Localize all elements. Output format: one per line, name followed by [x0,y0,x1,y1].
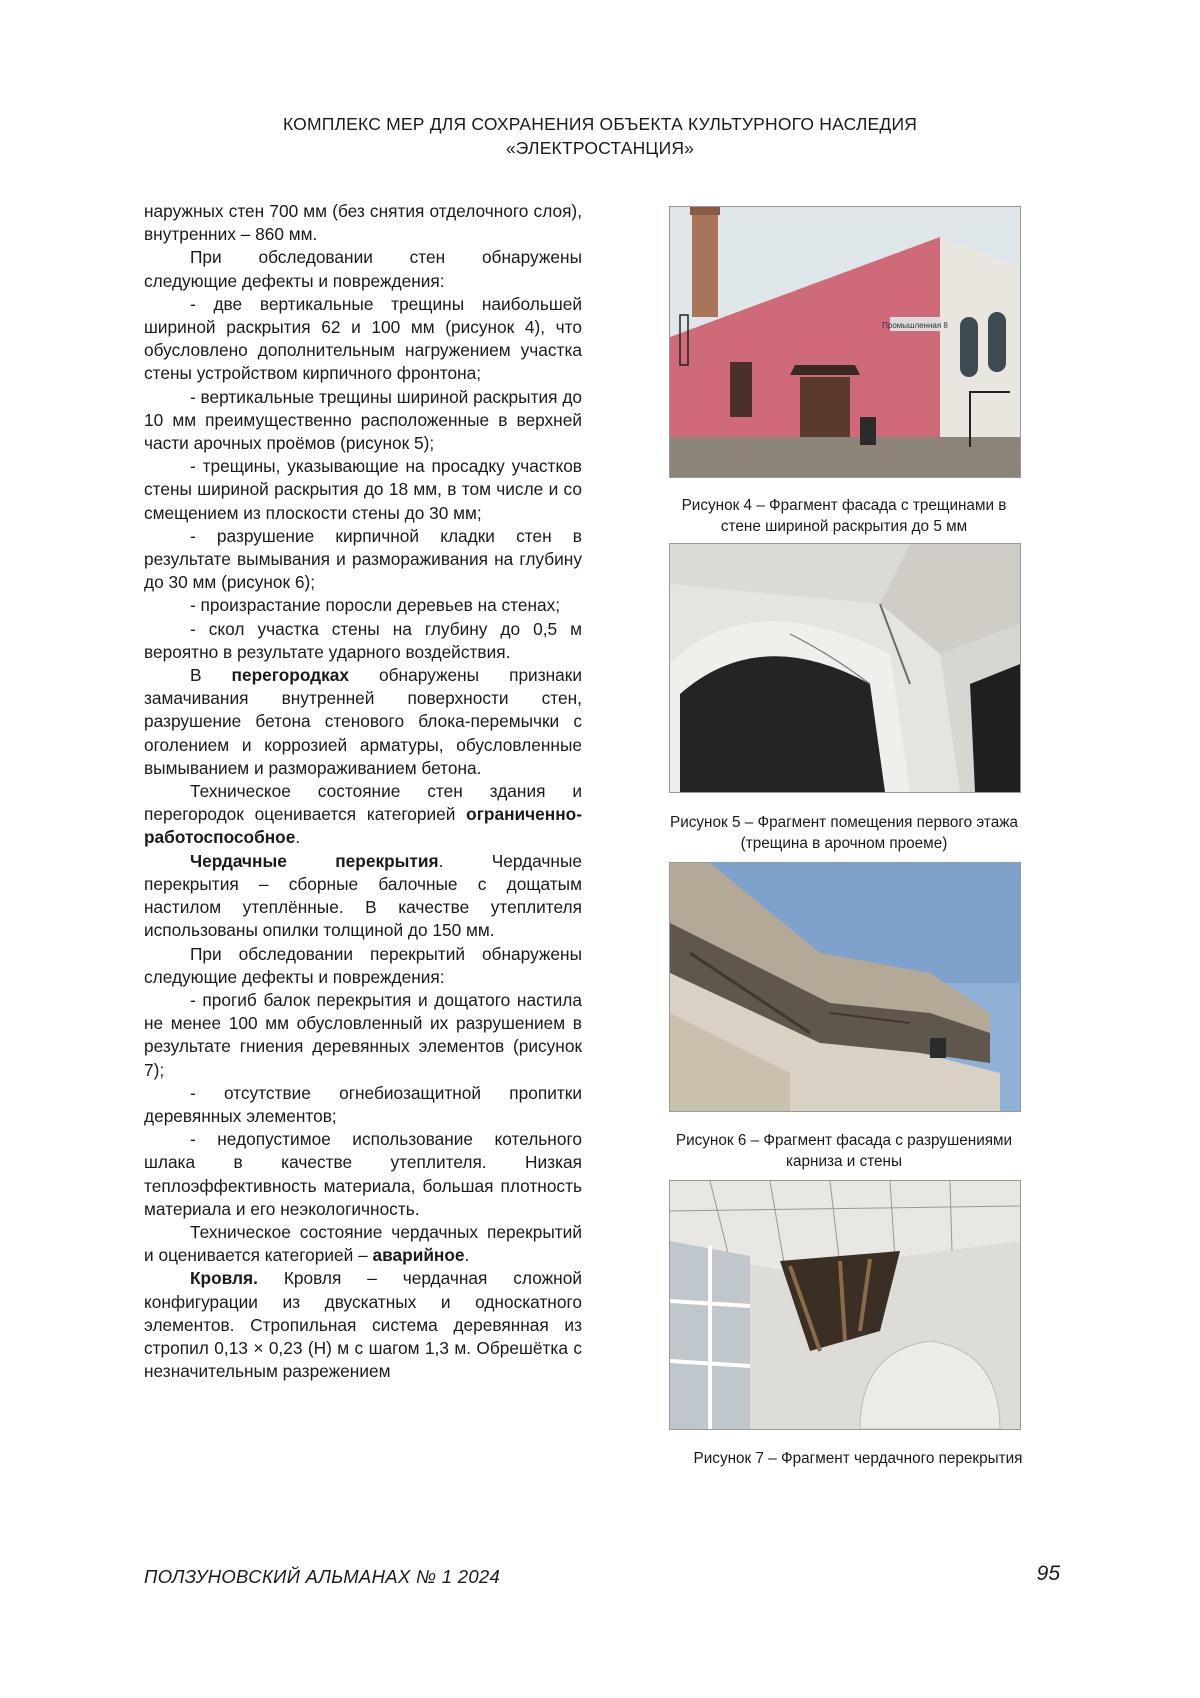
paragraph [144,780,582,850]
figure-5-photo [669,543,1021,793]
text-run: обнаружены признаки замачивания внутренней поверхности стен, разрушение бетона стенового блока-перемычки с оголением и коррозией арматуры, обусловленные вымыванием и размораживанием бетона. [144,665,582,778]
figure-6-caption-line1: Рисунок 6 – Фрагмент фасада с разрушениями [624,1130,1064,1151]
paragraph: наружных стен 700 мм (без снятия отделочного слоя), внутренних – 860 мм. [144,200,582,246]
bold-term: перегородках [232,665,349,685]
list-item: - трещины, указывающие на просадку участков стены шириной раскрытия до 18 мм, в том числе и со смещением из плоскости стены до 30 мм; [144,455,582,525]
text-run: . [295,827,300,847]
running-header-line2: «ЭЛЕКТРОСТАНЦИЯ» [0,136,1200,160]
list-item: - скол участка стены на глубину до 0,5 м вероятно в результате ударного воздействия. [144,618,582,664]
text-run: Кровля – чердачная сложной конфигурации из двускатных и односкатного элементов. Стропильная система деревянная из стропил 0,13 × 0,23 (Н) м с шагом 1,3 м. Обрешётка с незначительным разрежением [144,1268,582,1381]
section-term: Кровля. [190,1268,258,1288]
text-run: Техническое состояние стен здания и перегородок оценивается категорией [144,781,582,824]
paragraph [144,1221,582,1267]
figure-5-caption [624,812,1064,854]
page-number: 95 [1010,1562,1060,1586]
paragraph: При обследовании перекрытий обнаружены следующие дефекты и повреждения: [144,943,582,989]
figure-4-sign-text: Промышленная 8 [882,321,948,330]
figure-6-caption [624,1130,1064,1172]
paragraph [144,664,582,780]
paragraph [144,1267,582,1383]
figure-4-caption-line1: Рисунок 4 – Фрагмент фасада с трещинами в [624,495,1064,516]
figure-5-caption-line2: (трещина в арочном проеме) [624,833,1064,854]
list-item: - разрушение кирпичной кладки стен в результате вымывания и размораживания на глубину до 30 мм (рисунок 6); [144,525,582,595]
figure-5-caption-line1: Рисунок 5 – Фрагмент помещения первого этажа [624,812,1064,833]
running-header-line1: КОМПЛЕКС МЕР ДЛЯ СОХРАНЕНИЯ ОБЪЕКТА КУЛЬТУРНОГО НАСЛЕДИЯ [0,112,1200,136]
text-run: . [465,1245,470,1265]
list-item: - произрастание поросли деревьев на стенах; [144,594,582,617]
text-run: Техническое состояние чердачных перекрытий и оценивается категорией – [144,1222,582,1265]
figure-7-caption [624,1448,1064,1469]
section-term: Чердачные перекрытия [190,851,439,871]
list-item: - прогиб балок перекрытия и дощатого настила не менее 100 мм обусловленный их разрушением в результате гниения деревянных элементов (рисунок 7); [144,989,582,1082]
running-header [0,112,1200,160]
figure-6-photo [669,862,1021,1112]
list-item: - две вертикальные трещины наибольшей шириной раскрытия 62 и 100 мм (рисунок 4), что обусловлено дополнительным нагружением участка стены устройством кирпичного фронтона; [144,293,582,386]
list-item: - отсутствие огнебиозащитной пропитки деревянных элементов; [144,1082,582,1128]
text-run: . Чердачные перекрытия – сборные балочные с дощатым настилом утеплённые. В качестве утеплителя использованы опилки толщиной до 150 мм. [144,851,582,941]
bold-term: аварийное [373,1245,465,1265]
journal-name: ПОЛЗУНОВСКИЙ АЛЬМАНАХ № 1 2024 [144,1566,500,1588]
text-run: В [190,665,232,685]
left-text-column [144,200,582,1383]
figure-7-caption-line1: Рисунок 7 – Фрагмент чердачного перекрытия [624,1448,1064,1469]
figure-4-photo [669,206,1021,478]
paragraph [144,850,582,943]
figure-7-photo [669,1180,1021,1430]
figure-4-caption-line2: стене шириной раскрытия до 5 мм [624,516,1064,537]
figure-4-caption [624,495,1064,537]
paragraph: При обследовании стен обнаружены следующие дефекты и повреждения: [144,246,582,292]
list-item: - недопустимое использование котельного шлака в качестве утеплителя. Низкая теплоэффективность материала, большая плотность материала и его неэкологичность. [144,1128,582,1221]
list-item: - вертикальные трещины шириной раскрытия до 10 мм преимущественно расположенные в верхней части арочных проёмов (рисунок 5); [144,386,582,456]
bold-term: ограниченно-работоспособное [144,804,582,847]
figure-6-caption-line2: карниза и стены [624,1151,1064,1172]
